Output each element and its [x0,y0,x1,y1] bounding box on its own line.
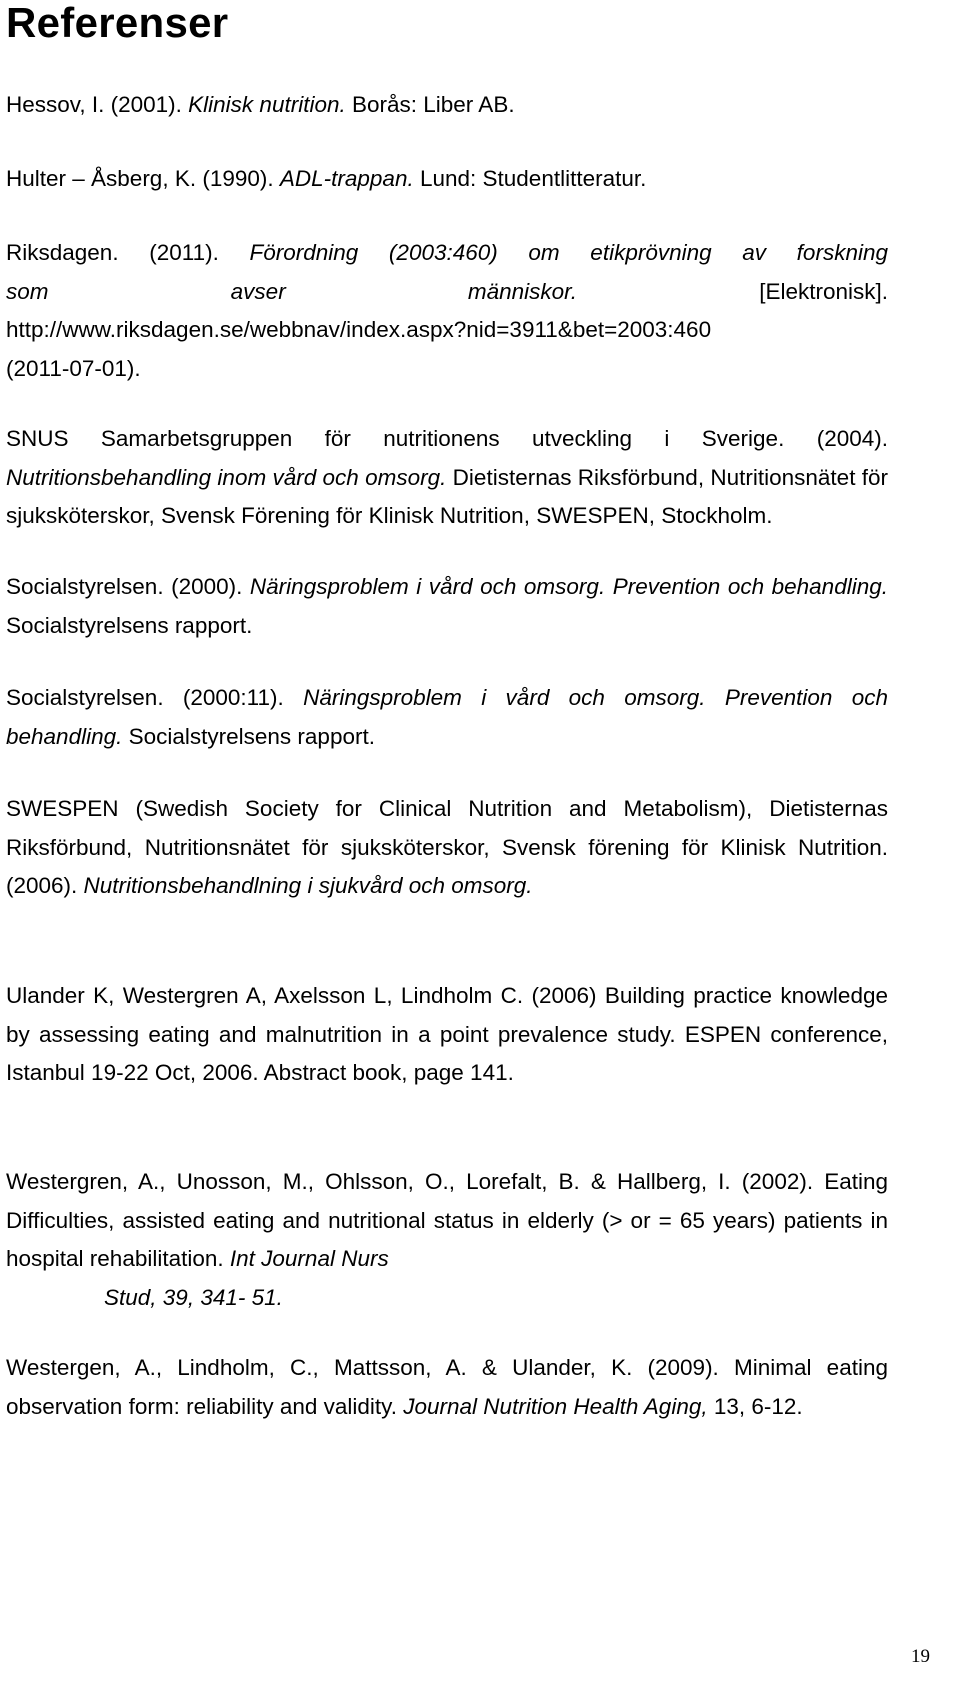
riksdagen-line-1: Riksdagen. (2011). Förordning (2003:460) om etikprövning av forskning [6,240,888,265]
westergren-2002-hanging-line: Stud, 39, 341- 51. [104,1284,283,1310]
reference-socialstyrelsen-2000-11: Socialstyrelsen. (2000:11). Näringsproblem i vård och omsorg. Prevention och behandling. Socialstyrelsens rapport. [6,685,888,749]
riksdagen-line-2: som avser människor. [Elektronisk]. [6,278,888,304]
reference-hulter: Hulter – Åsberg, K. (1990). ADL-trappan. Lund: Studentlitteratur. [6,166,647,191]
reference-hessov: Hessov, I. (2001). Klinisk nutrition. Borås: Liber AB. [6,92,515,117]
reference-snus: SNUS Samarbetsgruppen för nutritionens utveckling i Sverige. (2004). Nutritionsbehandling inom vård och omsorg. Dietisternas Riksförbund, Nutritionsnätet för sjuksköterskor, Svensk Förening för Klinisk Nutrition, SWESPEN, Stockholm. [6,426,888,528]
riksdagen-date: (2011-07-01). [6,355,141,381]
page-number: 19 [911,1646,930,1667]
page-title: Referenser [6,0,229,46]
westergren-2002-body: Westergren, A., Unosson, M., Ohlsson, O., Lorefalt, B. & Hallberg, I. (2002). Eating Difficulties, assisted eating and nutritional status in elderly (> or = 65 years) patients in hospital rehabilitation. Int Journal Nurs [6,1169,888,1271]
riksdagen-url: http://www.riksdagen.se/webbnav/index.aspx?nid=3911&bet=2003:460 [6,317,712,342]
reference-westergen-2009: Westergen, A., Lindholm, C., Mattsson, A. & Ulander, K. (2009). Minimal eating observation form: reliability and validity. Journal Nutrition Health Aging, 13, 6-12. [6,1355,888,1419]
reference-ulander: Ulander K, Westergren A, Axelsson L, Lindholm C. (2006) Building practice knowledge by assessing eating and malnutrition in a point prevalence study. ESPEN conference, Istanbul 19-22 Oct, 2006. Abstract book, page 141. [6,983,888,1085]
reference-socialstyrelsen-2000: Socialstyrelsen. (2000). Näringsproblem i vård och omsorg. Prevention och behandling. Socialstyrelsens rapport. [6,574,888,638]
reference-westergren-2002 [6,1163,888,1317]
reference-swespen: SWESPEN (Swedish Society for Clinical Nutrition and Metabolism), Dietisternas Riksförbund, Nutritionsnätet för sjuksköterskor, Svensk förening för Klinisk Nutrition. (2006). Nutritionsbehandlning i sjukvård och omsorg. [6,796,888,898]
reference-riksdagen [6,234,888,388]
